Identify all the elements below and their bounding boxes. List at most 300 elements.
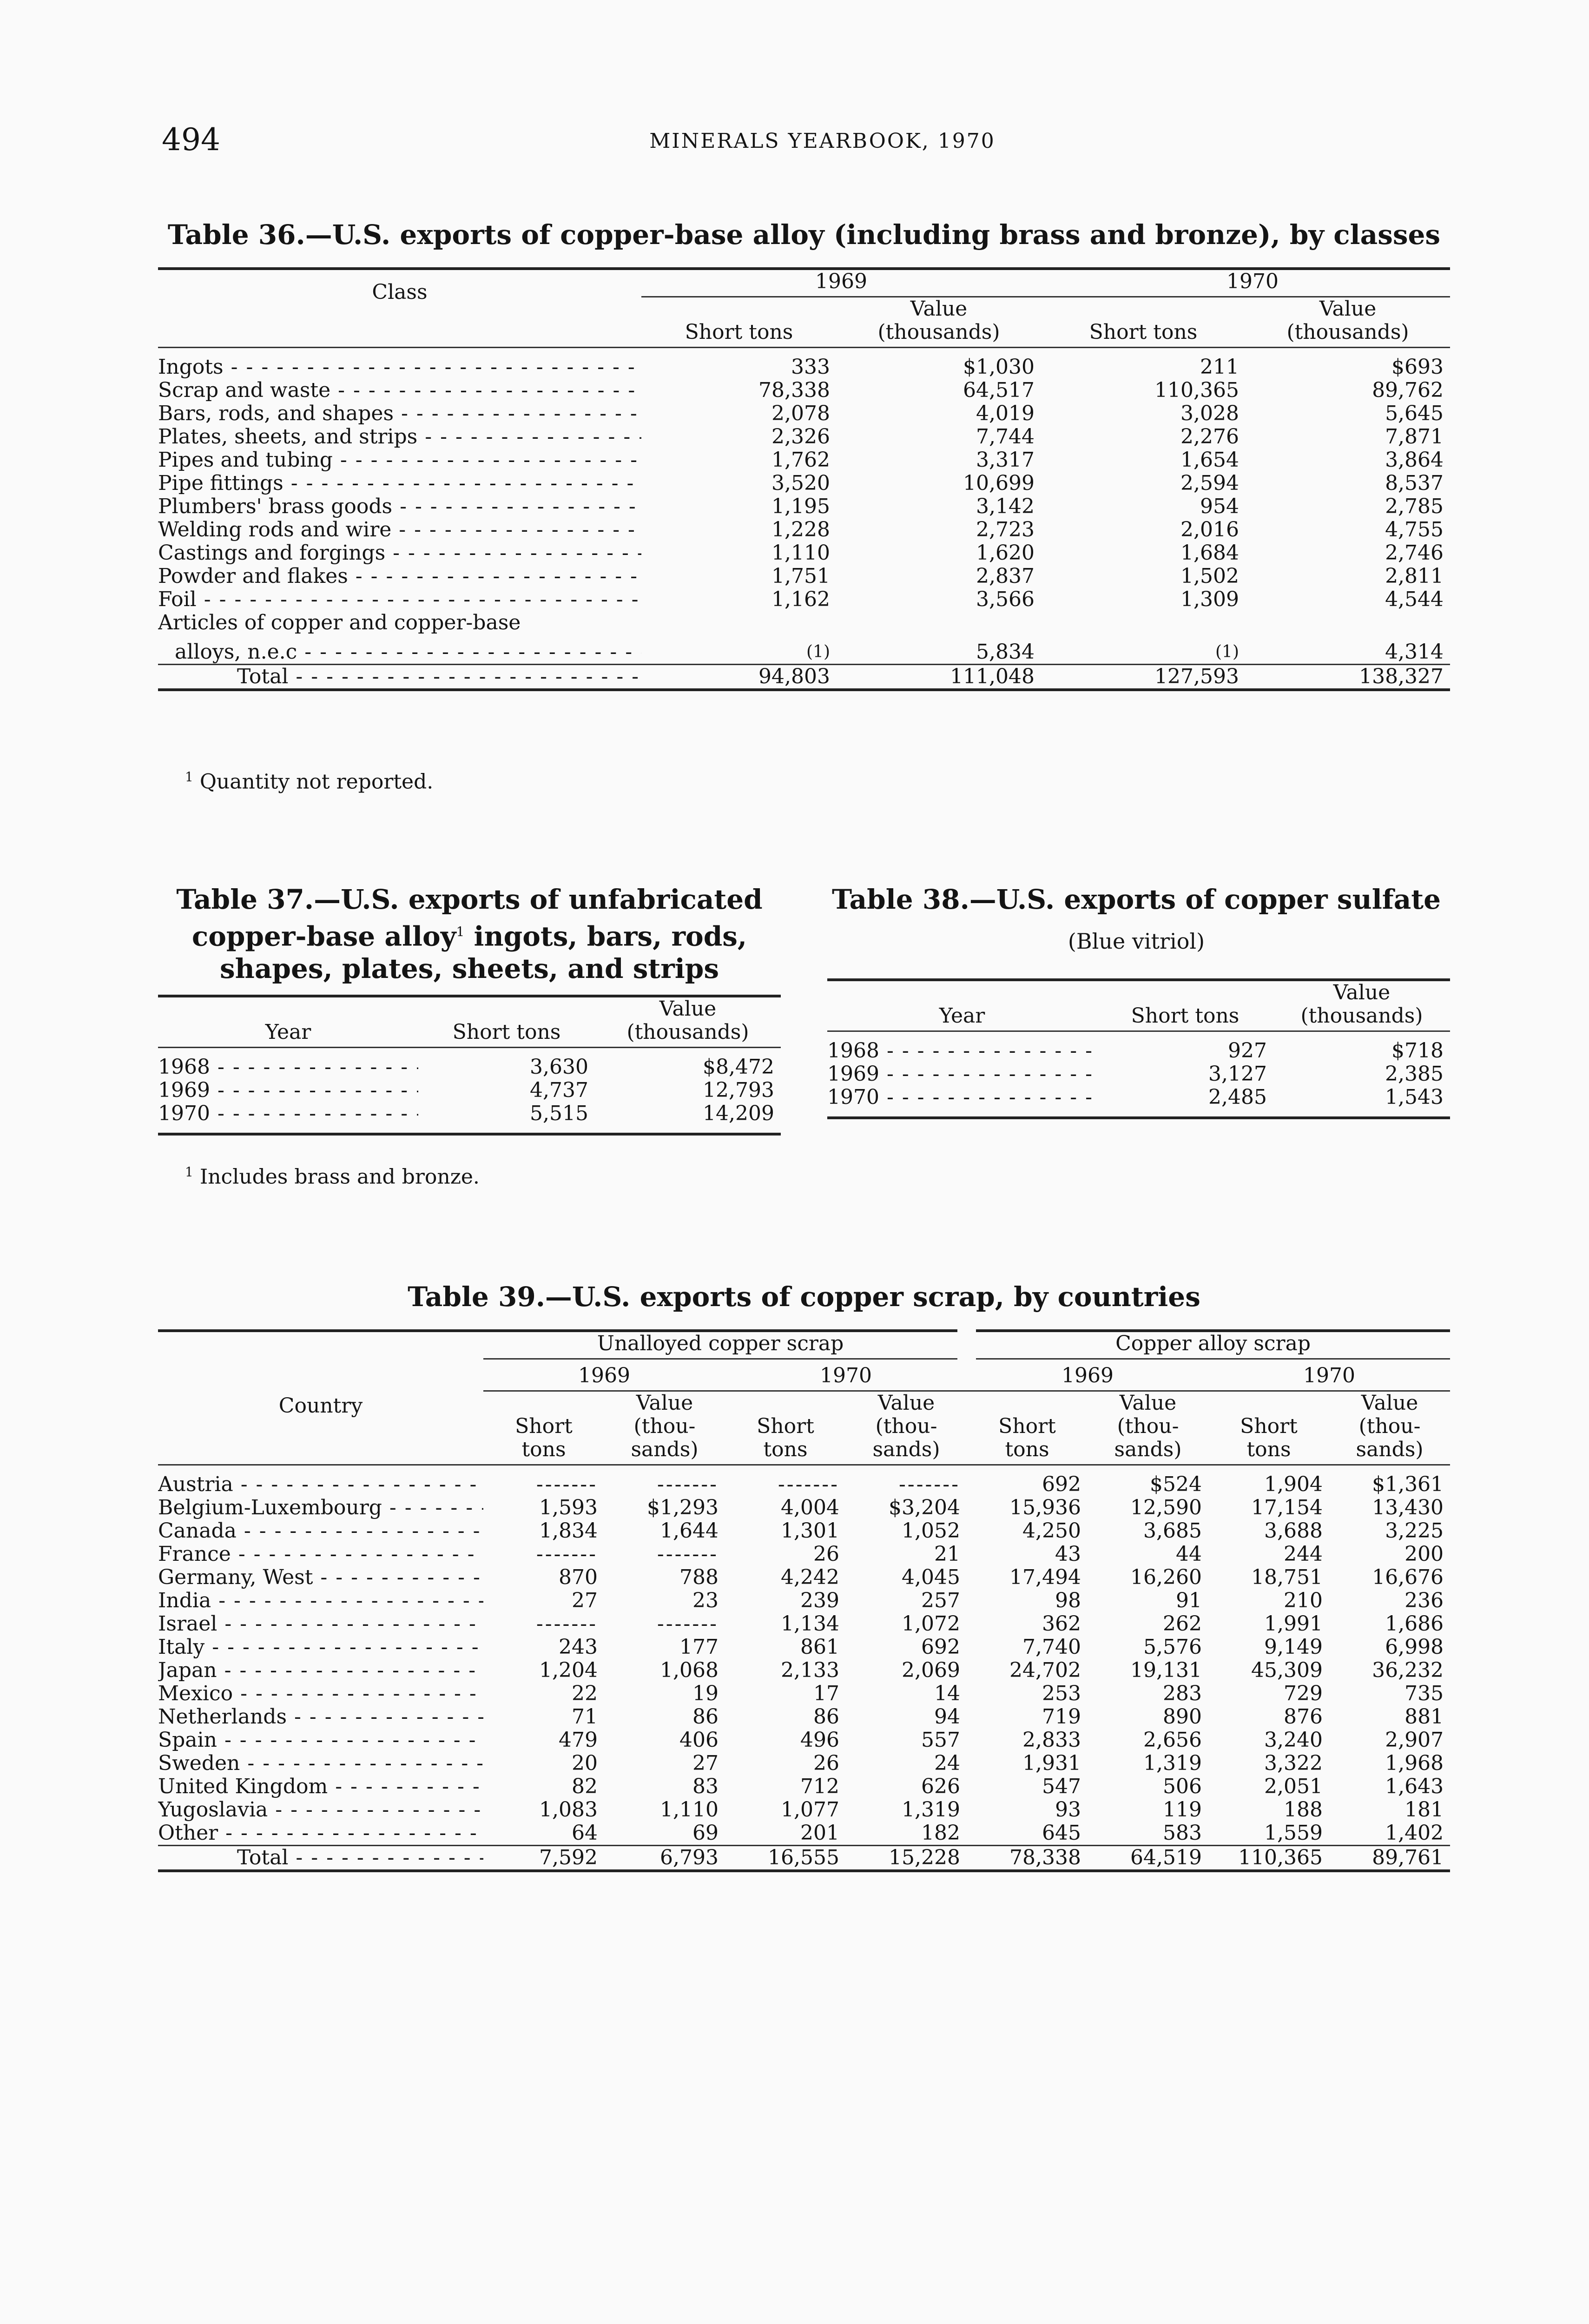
cell-value: ------- (536, 1542, 598, 1566)
total-value: 78,338 (1009, 1846, 1081, 1869)
cell-value: 2,078 (771, 402, 830, 425)
short-tons-header: Short tons (685, 320, 793, 344)
cell-value: 7,740 (1022, 1635, 1081, 1659)
cell-value: 93 (1055, 1798, 1081, 1822)
cell-value: 17,154 (1251, 1496, 1323, 1519)
cell-value: 692 (921, 1635, 961, 1659)
total-value: 64,519 (1130, 1846, 1202, 1869)
row-label: Mexico - - - (158, 1682, 483, 1705)
cell-value: 1,643 (1385, 1775, 1444, 1798)
cell-value: 2,656 (1143, 1728, 1202, 1752)
table-row (158, 1752, 1450, 1775)
cell-value: 1,068 (660, 1658, 719, 1682)
table-row (158, 1473, 1450, 1496)
cell-value: 4,250 (1022, 1519, 1081, 1543)
cell-value: 870 (559, 1565, 598, 1589)
row-label: 1968 - - - (158, 1056, 418, 1079)
cell-value: 177 (679, 1635, 719, 1659)
cell-value: 5,515 (530, 1102, 588, 1125)
cell-value: 3,225 (1385, 1519, 1444, 1543)
cell-value: 78,338 (758, 378, 830, 402)
table-row (158, 611, 1450, 634)
row-label: Sweden - - - (158, 1752, 483, 1775)
short-tons-header: Short tons (757, 1414, 814, 1461)
cell-value: 13,430 (1372, 1496, 1444, 1519)
cell-value: 14 (934, 1682, 961, 1705)
cell-value: 181 (1404, 1798, 1444, 1822)
short-tons-header: Short tons (452, 1020, 561, 1044)
cell-value: $3,204 (889, 1496, 961, 1519)
cell-value: 6,998 (1385, 1635, 1444, 1659)
table-row (158, 565, 1450, 588)
cell-value: $1,293 (647, 1496, 719, 1519)
cell-value: 211 (1200, 355, 1240, 379)
short-tons-header: Short tons (515, 1414, 573, 1461)
row-label: Belgium-Luxembourg - - - (158, 1496, 483, 1519)
total-label: Total - - - (158, 1846, 483, 1871)
cell-value: 479 (559, 1728, 598, 1752)
cell-value: $1,361 (1372, 1472, 1444, 1496)
cell-value: 16,676 (1372, 1565, 1444, 1589)
cell-value: 2,385 (1385, 1062, 1444, 1086)
row-label: Spain - - - (158, 1729, 483, 1752)
row-label: France - - - (158, 1543, 483, 1566)
cell-value: 1,559 (1264, 1821, 1323, 1845)
value-header: Value (thou- sands) (1356, 1391, 1424, 1461)
cell-value: 4,019 (976, 402, 1035, 425)
cell-value: 1,684 (1180, 541, 1240, 565)
cell-value: 45,309 (1251, 1658, 1323, 1682)
cell-value: 1,502 (1180, 564, 1240, 588)
cell-value: 692 (1042, 1472, 1081, 1496)
table-row (158, 541, 1450, 565)
page-number: 494 (162, 122, 220, 158)
cell-value: 91 (1176, 1589, 1202, 1612)
table36-footnote (185, 769, 433, 794)
total-label: Total - - - (158, 664, 641, 690)
cell-value: 23 (692, 1589, 719, 1612)
cell-value: 10,699 (963, 471, 1035, 495)
cell-value: 861 (800, 1635, 839, 1659)
row-label: Welding rods and wire - - - (158, 518, 641, 541)
footnote-mark: 1 (185, 769, 193, 785)
cell-value: 1,644 (660, 1519, 719, 1543)
table-row (158, 1682, 1450, 1705)
row-label: Italy - - - (158, 1636, 483, 1659)
cell-value: 257 (921, 1589, 961, 1612)
cell-value: 3,127 (1208, 1062, 1267, 1086)
cell-value: 2,485 (1208, 1085, 1267, 1109)
cell-value: 1,686 (1385, 1612, 1444, 1636)
cell-value: 21 (934, 1542, 961, 1566)
row-label: Plumbers' brass goods - - - (158, 495, 641, 518)
cell-value: 626 (921, 1775, 961, 1798)
cell-value: 64 (572, 1821, 598, 1845)
total-value: 110,365 (1238, 1846, 1323, 1869)
cell-value: 506 (1163, 1775, 1202, 1798)
table-row (158, 1775, 1450, 1798)
cell-value: 4,045 (902, 1565, 961, 1589)
country-header: Country (278, 1394, 363, 1418)
cell-value: 12,590 (1130, 1496, 1202, 1519)
cell-value: 44 (1176, 1542, 1202, 1566)
year-1970-header: 1970 (1208, 1359, 1450, 1391)
row-label: Netherlands - - - (158, 1705, 483, 1729)
cell-value: 719 (1042, 1705, 1081, 1729)
year-1970-header: 1970 (725, 1359, 967, 1391)
table39 (158, 1329, 1450, 1872)
cell-value: 3,864 (1385, 448, 1444, 472)
table-row (158, 1705, 1450, 1729)
cell-value: 43 (1055, 1542, 1081, 1566)
total-row (158, 664, 1450, 690)
cell-value: 1,204 (539, 1658, 598, 1682)
cell-value: 1,968 (1385, 1751, 1444, 1775)
value-header: Value (thou- sands) (631, 1391, 699, 1461)
cell-value: ------- (657, 1472, 719, 1496)
table-row (158, 425, 1450, 449)
cell-value: 3,630 (530, 1055, 588, 1079)
cell-value: 4,242 (781, 1565, 839, 1589)
cell-value: 3,322 (1264, 1751, 1323, 1775)
table-row (158, 1822, 1450, 1846)
cell-value: 2,276 (1180, 425, 1240, 449)
table-row (158, 634, 1450, 664)
row-label: Castings and forgings - - - (158, 541, 641, 565)
cell-value: 496 (800, 1728, 839, 1752)
row-label: Japan - - - (158, 1659, 483, 1682)
value-header: Value (thou- sands) (1114, 1391, 1182, 1461)
cell-value: 7,744 (976, 425, 1035, 449)
cell-value: 83 (692, 1775, 719, 1798)
cell-value: 406 (679, 1728, 719, 1752)
cell-value: 22 (572, 1682, 598, 1705)
cell-value: 881 (1404, 1705, 1444, 1729)
total-value: 94,803 (758, 664, 830, 688)
cell-value: (1) (806, 642, 830, 661)
row-label: alloys, n.e.c - - - (158, 634, 641, 664)
row-label: India - - - (158, 1589, 483, 1612)
cell-value: 1,904 (1264, 1472, 1323, 1496)
value-header: Value (thousands) (1300, 981, 1423, 1028)
table-row (158, 588, 1450, 611)
total-row (158, 1846, 1450, 1871)
table-row (158, 495, 1450, 518)
row-label: Pipes and tubing - - - (158, 449, 641, 472)
cell-value: 14,209 (703, 1102, 774, 1125)
year-1970-header: 1970 (1041, 269, 1450, 297)
cell-value: 98 (1055, 1589, 1081, 1612)
cell-value: 1,319 (902, 1798, 961, 1822)
table-row (158, 1798, 1450, 1822)
row-label: Other - - - (158, 1822, 483, 1846)
cell-value: 3,317 (976, 448, 1035, 472)
cell-value: ------- (657, 1612, 719, 1636)
cell-value: 4,314 (1385, 640, 1444, 664)
table-row (827, 1086, 1450, 1109)
cell-value: 3,685 (1143, 1519, 1202, 1543)
cell-value: 94 (934, 1705, 961, 1729)
row-label: Scrap and waste - - - (158, 379, 641, 402)
class-header: Class (372, 280, 428, 304)
cell-value: 1,402 (1385, 1821, 1444, 1845)
cell-value: 547 (1042, 1775, 1081, 1798)
table38-subtitle: (Blue vitriol) (1068, 929, 1205, 954)
cell-value: 2,051 (1264, 1775, 1323, 1798)
cell-value: 362 (1042, 1612, 1081, 1636)
alloy-group-header: Copper alloy scrap (967, 1331, 1450, 1359)
cell-value: 64,517 (963, 378, 1035, 402)
cell-value: 9,149 (1264, 1635, 1323, 1659)
cell-value: 7,871 (1385, 425, 1444, 449)
cell-value: 2,907 (1385, 1728, 1444, 1752)
row-label: Israel - - - (158, 1612, 483, 1636)
table-row (158, 472, 1450, 495)
row-label: 1970 - - - (158, 1102, 418, 1125)
cell-value: 1,083 (539, 1798, 598, 1822)
cell-value: 2,785 (1385, 495, 1444, 518)
table-row (158, 1589, 1450, 1612)
cell-value: (1) (1215, 642, 1240, 661)
cell-value: 557 (921, 1728, 961, 1752)
cell-value: 239 (800, 1589, 839, 1612)
cell-value: 2,723 (976, 518, 1035, 541)
cell-value: 645 (1042, 1821, 1081, 1845)
cell-value: 26 (813, 1751, 839, 1775)
total-value: 16,555 (768, 1846, 839, 1869)
cell-value: 4,755 (1385, 518, 1444, 541)
cell-value: 788 (679, 1565, 719, 1589)
cell-value: 1,110 (771, 541, 830, 565)
cell-value: 86 (813, 1705, 839, 1729)
table-row (827, 1063, 1450, 1086)
cell-value: 2,837 (976, 564, 1035, 588)
cell-value: $718 (1391, 1039, 1444, 1063)
table-row (158, 1102, 781, 1125)
cell-value: 1,052 (902, 1519, 961, 1543)
cell-value: 26 (813, 1542, 839, 1566)
cell-value: 2,069 (902, 1658, 961, 1682)
cell-value: 1,620 (976, 541, 1035, 565)
cell-value: 19 (692, 1682, 719, 1705)
table-row (158, 1612, 1450, 1636)
cell-value: 1,991 (1264, 1612, 1323, 1636)
cell-value: $8,472 (703, 1055, 774, 1079)
value-header: Value (thousands) (1286, 297, 1409, 344)
total-value: 7,592 (539, 1846, 598, 1869)
table-row (158, 1636, 1450, 1659)
cell-value: 5,645 (1385, 402, 1444, 425)
year-header: Year (265, 1020, 311, 1044)
year-1969-header: 1969 (641, 269, 1041, 297)
cell-value: 876 (1284, 1705, 1323, 1729)
table-row (827, 1039, 1450, 1063)
cell-value: 1,834 (539, 1519, 598, 1543)
cell-value: 182 (921, 1821, 961, 1845)
table-row (158, 1496, 1450, 1519)
cell-value: 1,195 (771, 495, 830, 518)
cell-value: 3,240 (1264, 1728, 1323, 1752)
table37-title: Table 37.—U.S. exports of unfabricated copper-base alloy$^1$ ingots, bars, rods, shapes, plates, sheets, and strips (176, 884, 763, 985)
row-label: Plates, sheets, and strips - - - (158, 425, 641, 449)
cell-value: 15,936 (1009, 1496, 1081, 1519)
row-label: 1969 - - - (827, 1063, 1097, 1086)
cell-value: 36,232 (1372, 1658, 1444, 1682)
short-tons-header: Short tons (1131, 1004, 1240, 1028)
cell-value: 5,576 (1143, 1635, 1202, 1659)
cell-value: ------- (536, 1472, 598, 1496)
row-label: Articles of copper and copper-base (158, 611, 521, 634)
cell-value: 2,811 (1385, 564, 1444, 588)
cell-value: 3,566 (976, 588, 1035, 611)
cell-value: 2,133 (781, 1658, 839, 1682)
cell-value: 712 (800, 1775, 839, 1798)
cell-value: 735 (1404, 1682, 1444, 1705)
table-row (158, 1543, 1450, 1566)
table37 (158, 995, 781, 1136)
cell-value: 1,654 (1180, 448, 1240, 472)
short-tons-header: Short tons (1089, 320, 1198, 344)
cell-value: 12,793 (703, 1078, 774, 1102)
cell-value: 3,028 (1180, 402, 1240, 425)
cell-value: 201 (800, 1821, 839, 1845)
table-row (158, 518, 1450, 541)
cell-value: 119 (1163, 1798, 1202, 1822)
cell-value: 89,762 (1372, 378, 1444, 402)
table-row (158, 356, 1450, 379)
cell-value: ------- (778, 1472, 839, 1496)
running-head: MINERALS YEARBOOK, 1970 (649, 129, 996, 153)
cell-value: $1,030 (963, 355, 1035, 379)
cell-value: 2,746 (1385, 541, 1444, 565)
row-label: Austria - - - (158, 1473, 483, 1496)
year-1969-header: 1969 (967, 1359, 1208, 1391)
cell-value: 2,326 (771, 425, 830, 449)
cell-value: 283 (1163, 1682, 1202, 1705)
cell-value: 333 (791, 355, 830, 379)
table-row (158, 1729, 1450, 1752)
row-label: Powder and flakes - - - (158, 565, 641, 588)
cell-value: 69 (692, 1821, 719, 1845)
footnote-mark: 1 (185, 1164, 193, 1180)
cell-value: 1,134 (781, 1612, 839, 1636)
cell-value: 890 (1163, 1705, 1202, 1729)
cell-value: 18,751 (1251, 1565, 1323, 1589)
cell-value: 4,004 (781, 1496, 839, 1519)
cell-value: ------- (536, 1612, 598, 1636)
table36 (158, 267, 1450, 691)
row-label: 1969 - - - (158, 1079, 418, 1102)
row-label: Bars, rods, and shapes - - - (158, 402, 641, 425)
year-header: Year (939, 1004, 985, 1028)
cell-value: 24 (934, 1751, 961, 1775)
row-label: Ingots - - - (158, 356, 641, 379)
cell-value: 4,544 (1385, 588, 1444, 611)
cell-value: 5,834 (976, 640, 1035, 664)
row-label: Yugoslavia - - - (158, 1798, 483, 1822)
cell-value: 200 (1404, 1542, 1444, 1566)
row-label: Canada - - - (158, 1519, 483, 1543)
cell-value: $693 (1391, 355, 1444, 379)
cell-value: 1,931 (1022, 1751, 1081, 1775)
cell-value: 1,228 (771, 518, 830, 541)
cell-value: 927 (1228, 1039, 1267, 1063)
short-tons-header: Short tons (1240, 1414, 1298, 1461)
table-row (158, 1056, 781, 1079)
cell-value: 253 (1042, 1682, 1081, 1705)
cell-value: 27 (692, 1751, 719, 1775)
short-tons-header: Short tons (998, 1414, 1056, 1461)
table-row (158, 1079, 781, 1102)
cell-value: 262 (1163, 1612, 1202, 1636)
table38-title: Table 38.—U.S. exports of copper sulfate (831, 884, 1441, 915)
cell-value: 244 (1284, 1542, 1323, 1566)
cell-value: 82 (572, 1775, 598, 1798)
cell-value: 729 (1284, 1682, 1323, 1705)
cell-value: 8,537 (1385, 471, 1444, 495)
table38 (827, 978, 1450, 1119)
cell-value: 2,594 (1180, 471, 1240, 495)
cell-value: 71 (572, 1705, 598, 1729)
cell-value: 3,688 (1264, 1519, 1323, 1543)
cell-value: $524 (1150, 1472, 1202, 1496)
row-label: United Kingdom - - - (158, 1775, 483, 1798)
cell-value: 1,077 (781, 1798, 839, 1822)
cell-value: 17 (813, 1682, 839, 1705)
cell-value: 1,593 (539, 1496, 598, 1519)
cell-value: 236 (1404, 1589, 1444, 1612)
footnote-text: Quantity not reported. (199, 770, 434, 794)
cell-value: 19,131 (1130, 1658, 1202, 1682)
table39-title: Table 39.—U.S. exports of copper scrap, by countries (408, 1281, 1200, 1313)
table-row (158, 449, 1450, 472)
table36-title: Table 36.—U.S. exports of copper-base alloy (including brass and bronze), by classes (167, 219, 1441, 251)
total-value: 15,228 (889, 1846, 961, 1869)
cell-value: 17,494 (1009, 1565, 1081, 1589)
year-1969-header: 1969 (483, 1359, 725, 1391)
cell-value: 110,365 (1154, 378, 1240, 402)
row-label: 1970 - - - (827, 1086, 1097, 1109)
cell-value: 210 (1284, 1589, 1323, 1612)
cell-value: 4,737 (530, 1078, 588, 1102)
table-row (158, 1519, 1450, 1543)
row-label: Foil - - - (158, 588, 641, 611)
row-label: Germany, West - - - (158, 1566, 483, 1589)
cell-value: 1,751 (771, 564, 830, 588)
row-label: Pipe fittings - - - (158, 472, 641, 495)
value-header: Value (thousands) (626, 997, 749, 1044)
cell-value: 1,162 (771, 588, 830, 611)
total-value: 111,048 (950, 664, 1035, 688)
cell-value: 188 (1284, 1798, 1323, 1822)
cell-value: 1,762 (771, 448, 830, 472)
row-label: 1968 - - - (827, 1039, 1097, 1063)
cell-value: 3,142 (976, 495, 1035, 518)
cell-value: 243 (559, 1635, 598, 1659)
cell-value: 2,833 (1022, 1728, 1081, 1752)
cell-value: 1,319 (1143, 1751, 1202, 1775)
table-row (158, 1566, 1450, 1589)
value-header: Value (thou- sands) (872, 1391, 940, 1461)
cell-value: 954 (1200, 495, 1240, 518)
cell-value: 27 (572, 1589, 598, 1612)
cell-value: ------- (898, 1472, 961, 1496)
total-value: 138,327 (1359, 664, 1444, 688)
cell-value: 1,072 (902, 1612, 961, 1636)
value-header: Value (thousands) (877, 297, 1000, 344)
cell-value: 1,301 (781, 1519, 839, 1543)
table-row (158, 402, 1450, 425)
